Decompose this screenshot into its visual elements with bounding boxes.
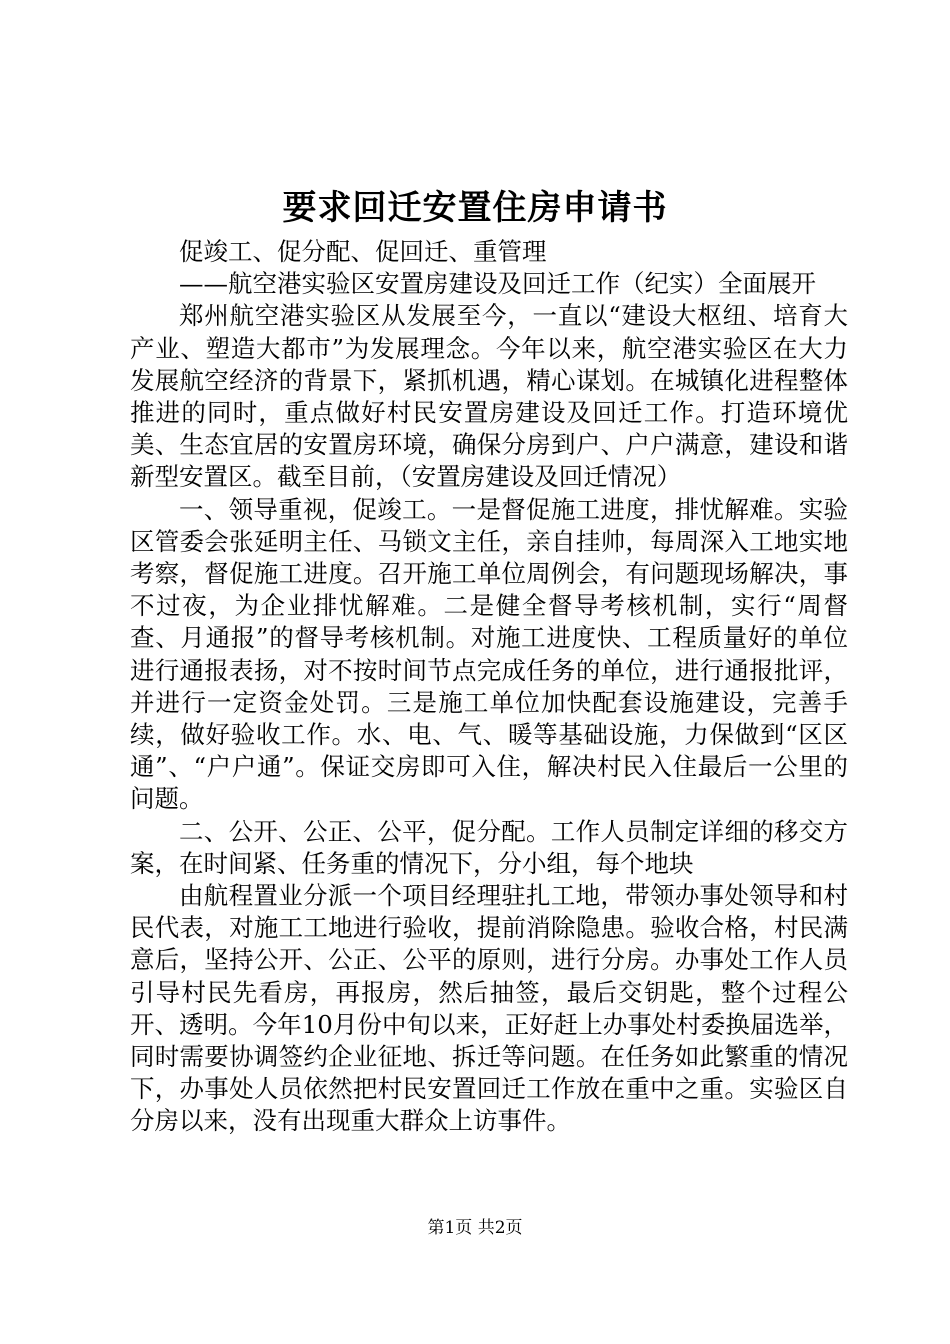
- page-number: 第1页 共2页: [427, 1218, 523, 1238]
- document-body: [130, 236, 848, 1138]
- intro-paragraph: 郑州航空港实验区从发展至今，一直以“建设大枢纽、培育大产业、塑造大都市”为发展理念。今年以来，航空港实验区在大力发展航空经济的背景下，紧抓机遇，精心谋划。在城镇化进程整体推进的同时，重点做好村民安置房建设及回迁工作。打造环境优美、生态宜居的安置房环境，确保分房到户、户户满意，建设和谐新型安置区。截至目前，（安置房建设及回迁情况）: [130, 301, 848, 492]
- section-one-paragraph: 一、领导重视，促竣工。一是督促施工进度，排忧解难。实验区管委会张延明主任、马锁文主任，亲自挂帅，每周深入工地实地考察，督促施工进度。召开施工单位周例会，有问题现场解决，事不过夜，为企业排忧解难。二是健全督导考核机制，实行“周督查、月通报”的督导考核机制。对施工进度快、工程质量好的单位进行通报表扬，对不按时间节点完成任务的单位，进行通报批评，并进行一定资金处罚。三是施工单位加快配套设施建设，完善手续，做好验收工作。水、电、气、暖等基础设施，力保做到“区区通”、“户户通”。保证交房即可入住，解决村民入住最后一公里的问题。: [130, 494, 848, 814]
- document-title: 要求回迁安置住房申请书: [282, 188, 668, 228]
- subtitle-line: 促竣工、促分配、促回迁、重管理: [179, 237, 547, 266]
- section-two-continued-paragraph: 由航程置业分派一个项目经理驻扎工地，带领办事处领导和村民代表，对施工工地进行验收，提前消除隐患。验收合格，村民满意后，坚持公开、公正、公平的原则，进行分房。办事处工作人员引导村民先看房，再报房，然后抽签，最后交钥匙，整个过程公开、透明。今年10月份中旬以来，正好赶上办事处村委换届选举，同时需要协调签约企业征地、拆迁等问题。在任务如此繁重的情况下，办事处人员依然把村民安置回迁工作放在重中之重。实验区自分房以来，没有出现重大群众上访事件。: [130, 881, 848, 1136]
- section-two-paragraph: 二、公开、公正、公平，促分配。工作人员制定详细的移交方案，在时间紧、任务重的情况下，分小组，每个地块: [130, 816, 848, 878]
- subtitle-detail: ——航空港实验区安置房建设及回迁工作（纪实）全面展开: [179, 269, 816, 299]
